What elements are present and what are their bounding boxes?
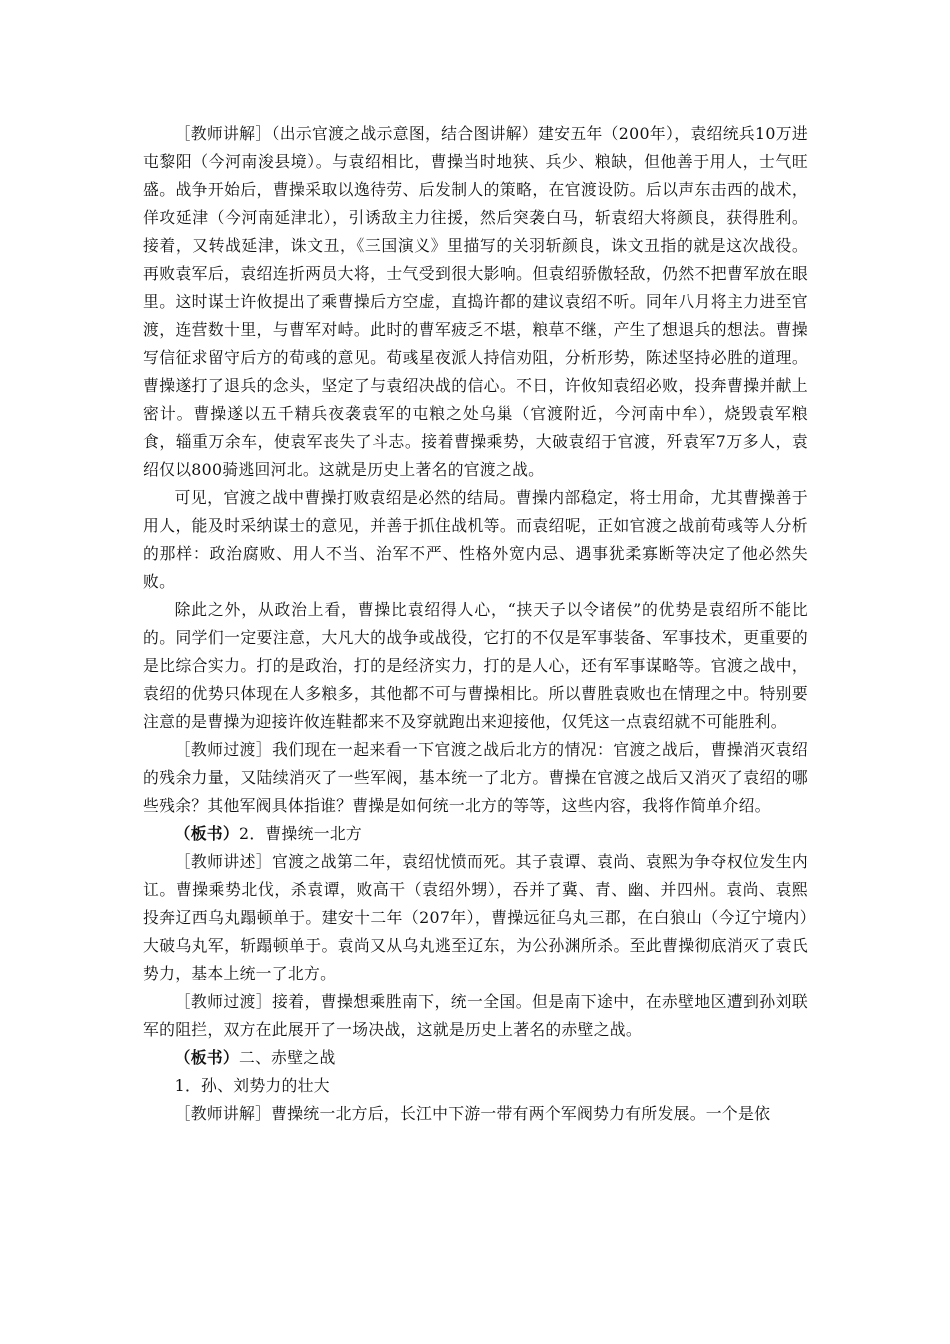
board-heading-unify-north [143,820,808,848]
paragraph-text: ［教师过渡］我们现在一起来看一下官渡之战后北方的情况：官渡之战后，曹操消灭袁绍的残余力量，又陆续消灭了一些军阀，基本统一了北方。曹操在官渡之战后又消灭了袁绍的哪些残余？其他军阀具体指谁？曹操是如何统一北方的等等，这些内容，我将作简单介绍。 [143,740,808,815]
paragraph-unify-north-narration [143,848,808,988]
paragraph-text: ［教师讲述］官渡之战第二年，袁绍忧愤而死。其子袁谭、袁尚、袁熙为争夺权位发生内讧。曹操乘势北伐，杀袁谭，败高干（袁绍外甥），吞并了冀、青、幽、并四州。袁尚、袁熙投奔辽西乌丸蹋顿单于。建安十二年（207年），曹操远征乌丸三郡，在白狼山（今辽宁境内）大破乌丸军，斩蹋顿单于。袁尚又从乌丸逃至辽东，为公孙渊所杀。至此曹操彻底消灭了袁氏势力，基本上统一了北方。 [143,852,808,983]
board-heading-chibi [143,1044,808,1072]
paragraph-guandu-lecture [143,120,808,484]
heading-text: 2．曹操统一北方 [238,824,363,843]
heading-text: 1．孙、刘势力的壮大 [174,1076,330,1095]
board-label: （板书） [174,1048,239,1067]
paragraph-text: 可见，官渡之战中曹操打败袁绍是必然的结局。曹操内部稳定，将士用命，尤其曹操善于用人，能及时采纳谋士的意见，并善于抓住战机等。而袁绍呢，正如官渡之战前荀彧等人分析的那样：政治腐败、用人不当、治军不严、性格外宽内忌、遇事犹柔寡断等决定了他必然失败。 [143,488,808,591]
paragraph-text: 除此之外，从政治上看，曹操比袁绍得人心，“挟天子以令诸侯”的优势是袁绍所不能比的。同学们一定要注意，大凡大的战争或战役，它打的不仅是军事装备、军事技术，更重要的是比综合实力。打的是政治，打的是经济实力，打的是人心，还有军事谋略等。官渡之战中，袁绍的优势只体现在人多粮多，其他都不可与曹操相比。所以曹胜袁败也在情理之中。特别要注意的是曹操为迎接许攸连鞋都来不及穿就跑出来迎接他，仅凭这一点袁绍就不可能胜利。 [143,600,808,731]
heading-text: 二、赤壁之战 [238,1048,336,1067]
paragraph-transition-chibi [143,988,808,1044]
paragraph-text: ［教师过渡］接着，曹操想乘胜南下，统一全国。但是南下途中，在赤壁地区遭到孙刘联军的阻拦，双方在此展开了一场决战，这就是历史上著名的赤壁之战。 [143,992,808,1039]
subheading-sun-liu [143,1072,808,1100]
paragraph-sun-liu-lecture [143,1100,808,1128]
paragraph-political-analysis [143,596,808,736]
board-label: （板书） [174,824,239,843]
paragraph-transition-north [143,736,808,820]
document-body [143,120,808,1128]
paragraph-text: ［教师讲解］曹操统一北方后，长江中下游一带有两个军阀势力有所发展。一个是依 [174,1104,771,1123]
paragraph-guandu-analysis [143,484,808,596]
paragraph-text: ［教师讲解］（出示官渡之战示意图，结合图讲解）建安五年（200年），袁绍统兵10万进屯黎阳（今河南浚县境）。与袁绍相比，曹操当时地狭、兵少、粮缺，但他善于用人，士气旺盛。战争开始后，曹操采取以逸待劳、后发制人的策略，在官渡设防。后以声东击西的战术，佯攻延津（今河南延津北），引诱敌主力往援，然后突袭白马，斩袁绍大将颜良，获得胜利。接着，又转战延津，诛文丑，《三国演义》里描写的关羽斩颜良，诛文丑指的就是这次战役。再败袁军后，袁绍连折两员大将，士气受到很大影响。但袁绍骄傲轻敌，仍然不把曹军放在眼里。这时谋士许攸提出了乘曹操后方空虚，直捣许都的建议袁绍不听。同年八月将主力进至官渡，连营数十里，与曹军对峙。此时的曹军疲乏不堪，粮草不继，产生了想退兵的想法。曹操写信征求留守后方的荀彧的意见。荀彧星夜派人持信劝阻，分析形势，陈述坚持必胜的道理。曹操遂打了退兵的念头，坚定了与袁绍决战的信心。不日，许攸知袁绍必败，投奔曹操并献上密计。曹操遂以五千精兵夜袭袁军的屯粮之处乌巢（官渡附近，今河南中牟），烧毁袁军粮食，辎重万余车，使袁军丧失了斗志。接着曹操乘势，大破袁绍于官渡，歼袁军7万多人，袁绍仅以800骑逃回河北。这就是历史上著名的官渡之战。 [143,124,808,479]
